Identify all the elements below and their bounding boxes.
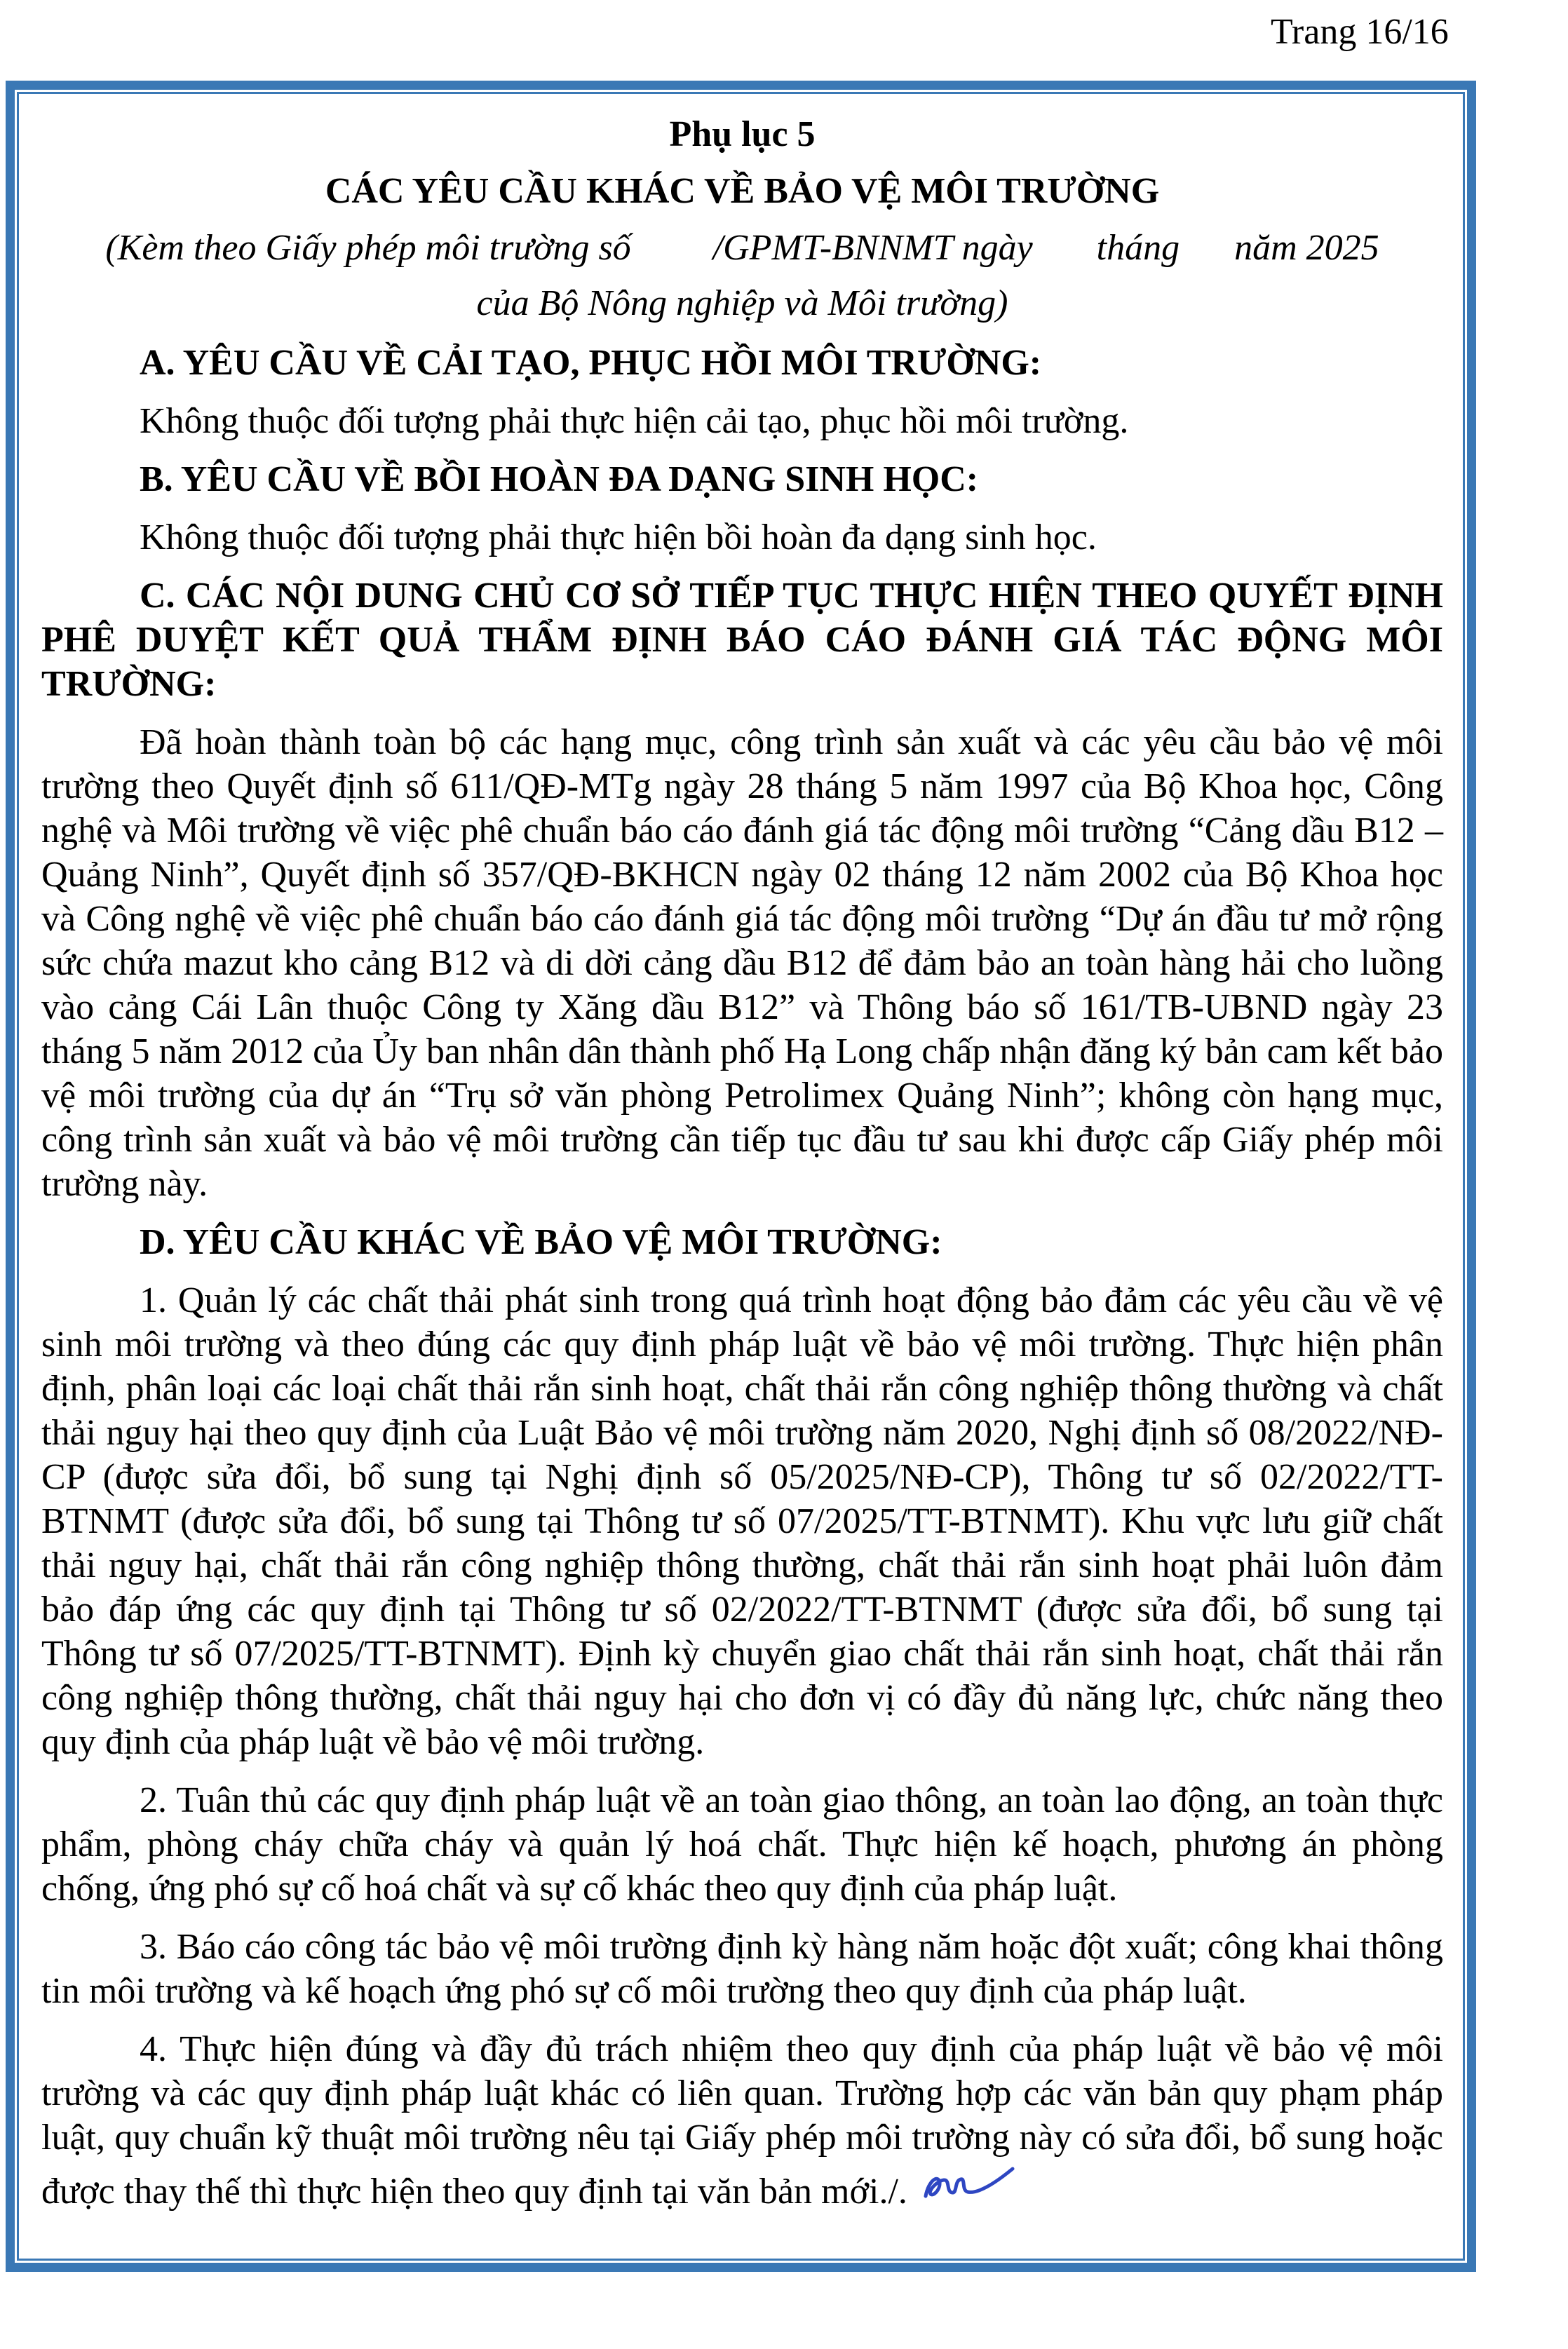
- section-c-heading: C. CÁC NỘI DUNG CHỦ CƠ SỞ TIẾP TỤC THỰC HIỆN THEO QUYẾT ĐỊNH PHÊ DUYỆT KẾT QUẢ THẨM ĐỊNH BÁO CÁO ĐÁNH GIÁ TÁC ĐỘNG MÔI TRƯỜNG:: [41, 576, 1443, 704]
- section-d-clause-4-text: 4. Thực hiện đúng và đầy đủ trách nhiệm theo quy định của pháp luật về bảo vệ môi trường và các quy định pháp luật khác có liên quan. Trường hợp các văn bản quy phạm pháp luật, quy chuẩn kỹ thuật môi trường nêu tại Giấy phép môi trường này có sửa đổi, bổ sung hoặc được thay thế thì thực hiện theo quy định tại văn bản mới./.: [41, 2029, 1443, 2212]
- section-d-clause-1: 1. Quản lý các chất thải phát sinh trong quá trình hoạt động bảo đảm các yêu cầu về vệ sinh môi trường và theo đúng các quy định pháp luật về bảo vệ môi trường. Thực hiện phân định, phân loại các loại chất thải rắn sinh hoạt, chất thải rắn công nghiệp thông thường và chất thải nguy hại theo quy định của Luật Bảo vệ môi trường năm 2020, Nghị định số 08/2022/NĐ-CP (được sửa đổi, bổ sung tại Nghị định số 05/2025/NĐ-CP), Thông tư số 02/2022/TT-BTNMT (được sửa đổi, bổ sung tại Thông tư số 07/2025/TT-BTNMT). Khu vực lưu giữ chất thải nguy hại, chất thải rắn công nghiệp thông thường, chất thải rắn sinh hoạt phải luôn đảm bảo đáp ứng các quy định tại Thông tư số 02/2022/TT-BTNMT (được sửa đổi, bổ sung tại Thông tư số 07/2025/TT-BTNMT). Định kỳ chuyển giao chất thải rắn sinh hoạt, chất thải rắn công nghiệp thông thường, chất thải nguy hại cho đơn vị có đầy đủ năng lực, chức năng theo quy định của pháp luật về bảo vệ môi trường.: [41, 1280, 1443, 1762]
- section-a-body: Không thuộc đối tượng phải thực hiện cải tạo, phục hồi môi trường.: [140, 401, 1129, 441]
- document-content: [19, 94, 1463, 2259]
- section-a-heading: A. YÊU CẦU VỀ CẢI TẠO, PHỤC HỒI MÔI TRƯỜNG:: [140, 343, 1042, 383]
- document-subtitle-line1: (Kèm theo Giấy phép môi trường số /GPMT-BNNMT ngày tháng năm 2025: [105, 228, 1379, 268]
- section-d-clause-2: 2. Tuân thủ các quy định pháp luật về an toàn giao thông, an toàn lao động, an toàn thực phẩm, phòng cháy chữa cháy và quản lý hoá chất. Thực hiện kế hoạch, phương án phòng chống, ứng phó sự cố hoá chất và sự cố khác theo quy định của pháp luật.: [41, 1780, 1443, 1909]
- section-d-clause-3: 3. Báo cáo công tác bảo vệ môi trường định kỳ hàng năm hoặc đột xuất; công khai thông tin môi trường và kế hoạch ứng phó sự cố môi trường theo quy định của pháp luật.: [41, 1927, 1443, 2011]
- handwritten-initials-icon: [919, 2160, 1017, 2209]
- document-subtitle-line2: của Bộ Nông nghiệp và Môi trường): [476, 283, 1008, 323]
- section-d-clause-4: [41, 2027, 1443, 2214]
- document-title: CÁC YÊU CẦU KHÁC VỀ BẢO VỆ MÔI TRƯỜNG: [325, 171, 1160, 211]
- page-number: Trang 16/16: [1271, 12, 1449, 52]
- section-d-heading: D. YÊU CẦU KHÁC VỀ BẢO VỆ MÔI TRƯỜNG:: [140, 1222, 942, 1262]
- section-c-body: Đã hoàn thành toàn bộ các hạng mục, công trình sản xuất và các yêu cầu bảo vệ môi trường theo Quyết định số 611/QĐ-MTg ngày 28 tháng 5 năm 1997 của Bộ Khoa học, Công nghệ và Môi trường về việc phê chuẩn báo cáo đánh giá tác động môi trường “Cảng dầu B12 – Quảng Ninh”, Quyết định số 357/QĐ-BKHCN ngày 02 tháng 12 năm 2002 của Bộ Khoa học và Công nghệ về việc phê chuẩn báo cáo đánh giá tác động môi trường “Dự án đầu tư mở rộng sức chứa mazut kho cảng B12 và di dời cảng dầu B12 để đảm bảo an toàn hàng hải cho luồng vào cảng Cái Lân thuộc Công ty Xăng dầu B12” và Thông báo số 161/TB-UBND ngày 23 tháng 5 năm 2012 của Ủy ban nhân dân thành phố Hạ Long chấp nhận đăng ký bản cam kết bảo vệ môi trường của dự án “Trụ sở văn phòng Petrolimex Quảng Ninh”; không còn hạng mục, công trình sản xuất và bảo vệ môi trường cần tiếp tục đầu tư sau khi được cấp Giấy phép môi trường này.: [41, 722, 1443, 1204]
- document-border-box: [6, 81, 1476, 2272]
- appendix-title: Phụ lục 5: [669, 114, 816, 154]
- section-b-heading: B. YÊU CẦU VỀ BỒI HOÀN ĐA DẠNG SINH HỌC:: [140, 459, 979, 499]
- document-border-inner-line: [17, 92, 1465, 2261]
- section-b-body: Không thuộc đối tượng phải thực hiện bồi hoàn đa dạng sinh học.: [140, 517, 1097, 557]
